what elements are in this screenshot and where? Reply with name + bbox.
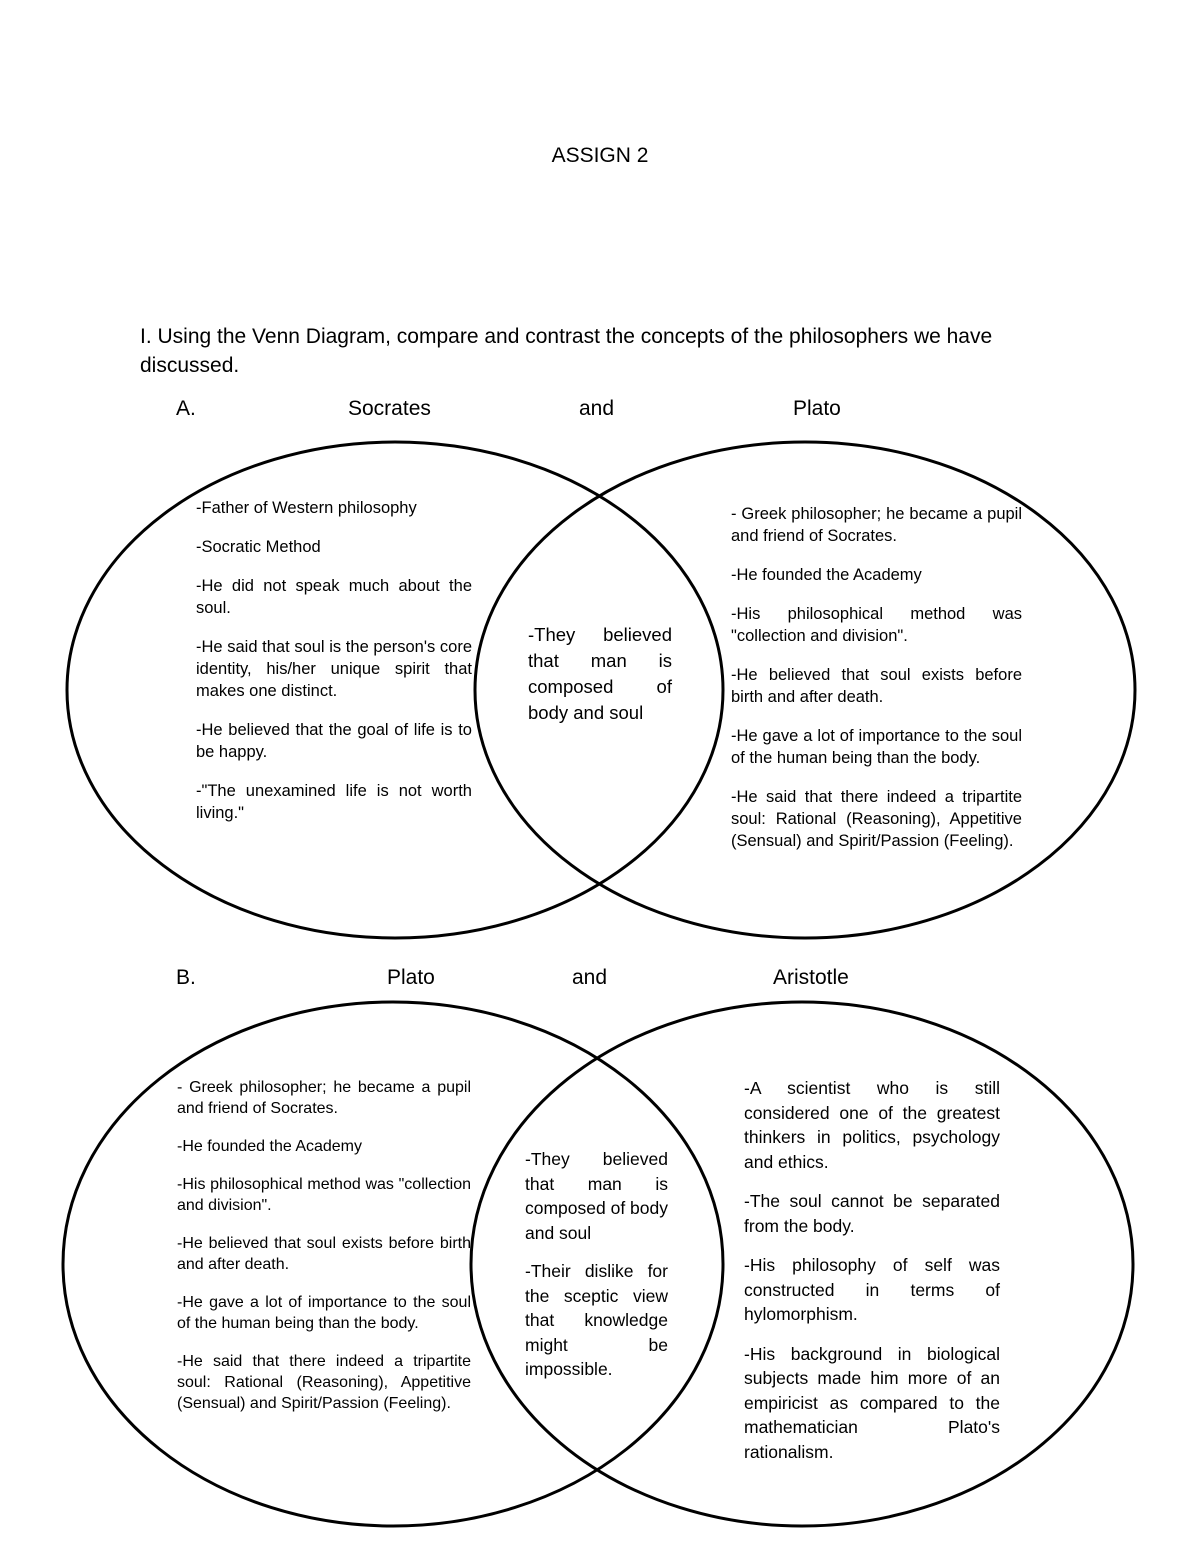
list-item: -He said that soul is the person's core identity, his/her unique spirit that makes one distinct.: [196, 638, 472, 700]
list-item: -He said that there indeed a tripartite soul: Rational (Reasoning), Appetitive (Sensual) and Spirit/Passion (Feeling).: [731, 788, 1022, 850]
list-item: -The soul cannot be separated from the body.: [744, 1191, 1000, 1236]
section-b-conjunction: and: [572, 966, 608, 989]
list-item: -They believed that man is composed of body and soul: [525, 1149, 669, 1243]
section-b-right-name: Aristotle: [773, 966, 849, 989]
list-item: -"The unexamined life is not worth living.": [196, 782, 472, 822]
list-item: -Father of Western philosophy: [196, 499, 417, 517]
list-item: -He said that there indeed a tripartite soul: Rational (Reasoning), Appetitive (Sensual) and Spirit/Passion (Feeling).: [177, 1353, 471, 1412]
venn-b-right-text: [744, 1076, 1000, 1479]
venn-b-left-text: [177, 1077, 471, 1431]
list-item: -He founded the Academy: [177, 1138, 363, 1155]
section-a-letter: A.: [176, 397, 196, 420]
list-item: -His background in biological subjects made him more of an empiricist as compared to the mathematician Plato's rationalism.: [744, 1343, 1000, 1462]
list-item: -He gave a lot of importance to the soul of the human being than the body.: [731, 727, 1022, 767]
page-title: ASSIGN 2: [551, 144, 649, 167]
list-item: -He founded the Academy: [731, 566, 922, 584]
venn-a-right-text: [731, 503, 1022, 869]
section-a-right-name: Plato: [793, 397, 841, 420]
section-b-letter: B.: [176, 966, 196, 989]
section-a-conjunction: and: [579, 397, 615, 420]
list-item: -He believed that soul exists before birth and after death.: [177, 1235, 471, 1273]
list-item: - Greek philosopher; he became a pupil and friend of Socrates.: [731, 505, 1022, 545]
section-a-left-name: Socrates: [348, 397, 431, 420]
list-item: - Greek philosopher; he became a pupil and friend of Socrates.: [177, 1079, 471, 1117]
instruction-text: I. Using the Venn Diagram, compare and contrast the concepts of the philosophers we have discussed.: [140, 325, 993, 377]
list-item: -His philosophy of self was constructed in terms of hylomorphism.: [744, 1255, 1000, 1324]
list-item: -He did not speak much about the soul.: [196, 577, 472, 617]
list-item: -A scientist who is still considered one of the greatest thinkers in politics, psychology and ethics.: [744, 1078, 1000, 1172]
list-item: -He gave a lot of importance to the soul of the human being than the body.: [177, 1294, 471, 1332]
venn-a-left-text: [196, 497, 472, 841]
list-item: -Their dislike for the sceptic view that knowledge might be impossible.: [525, 1261, 668, 1379]
list-item: -They believed that man is composed of body and soul: [528, 624, 672, 723]
section-b-left-name: Plato: [387, 966, 435, 989]
venn-b-center-text: [525, 1147, 668, 1396]
list-item: -His philosophical method was "collection and division".: [177, 1176, 471, 1214]
list-item: -His philosophical method was "collection and division".: [731, 605, 1022, 645]
venn-a-center-text: [528, 622, 672, 740]
list-item: -He believed that soul exists before birth and after death.: [731, 666, 1022, 706]
list-item: -He believed that the goal of life is to be happy.: [196, 721, 472, 761]
list-item: -Socratic Method: [196, 538, 321, 556]
